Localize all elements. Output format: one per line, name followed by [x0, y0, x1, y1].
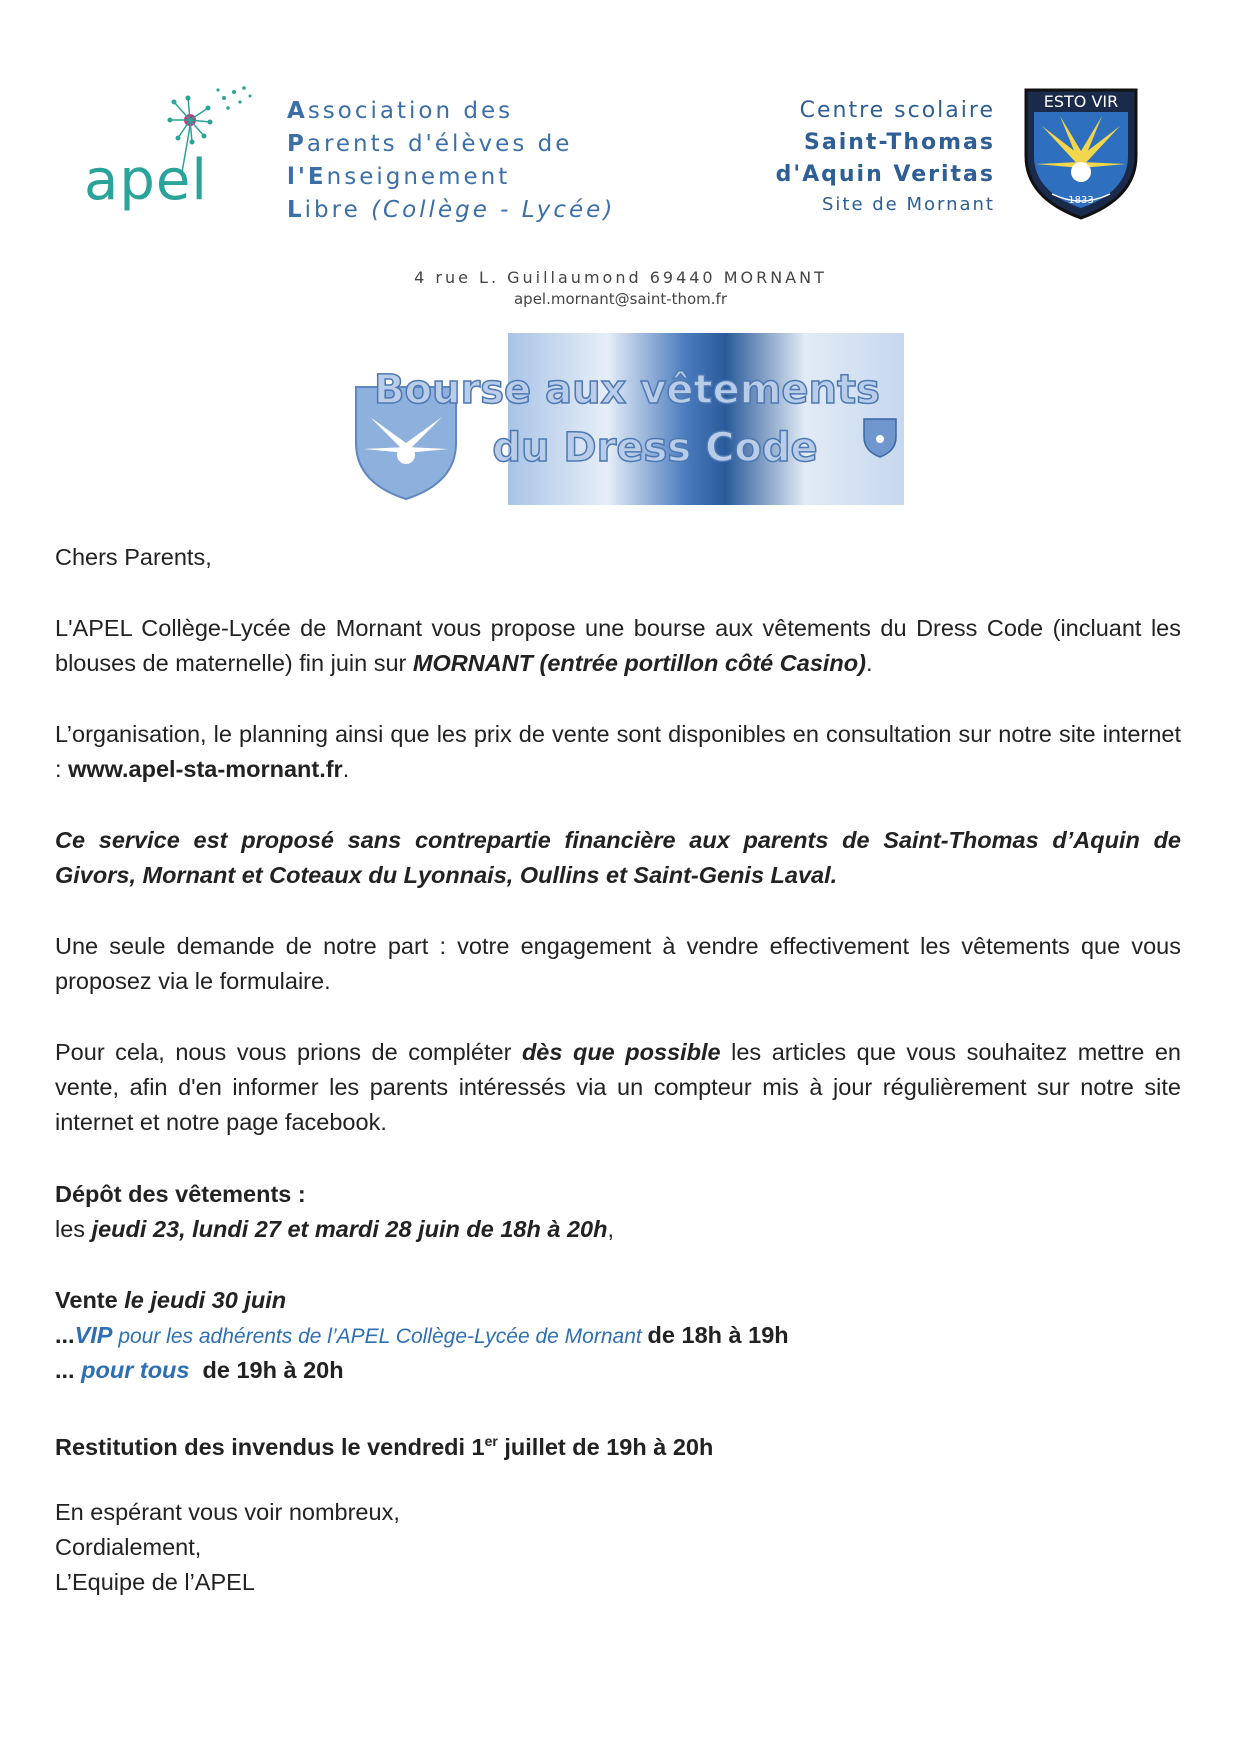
association-name: [287, 95, 615, 227]
association-line: Association des: [287, 98, 514, 124]
paragraph-engagement: Une seule demande de notre part : votre engagement à vendre effectivement les vêtements que vous proposez via le formulaire.: [55, 933, 1181, 994]
banner-title-line-2: du Dress Code: [492, 425, 818, 471]
school-site: Site de Mornant: [821, 194, 995, 215]
depot-dates: les jeudi 23, lundi 27 et mardi 28 juin de 18h à 20h,: [55, 1216, 614, 1242]
apel-logo-word: apel: [84, 148, 208, 213]
banner-title-line-1: Bourse aux vêtements: [374, 367, 880, 413]
restitution-line: Restitution des invendus le vendredi 1er juillet de 19h à 20h: [55, 1433, 714, 1460]
paragraph-intro: L'APEL Collège-Lycée de Mornant vous propose une bourse aux vêtements du Dress Code (incluant les blouses de maternelle) fin juin sur MORNANT (entrée portillon côté Casino).: [55, 615, 1181, 676]
association-line: l'Enseignement: [287, 164, 511, 190]
greeting: Chers Parents,: [55, 544, 212, 570]
school-line-2: Saint-Thomas: [804, 130, 995, 155]
school-crest-logo: [1022, 86, 1140, 222]
address: 4 rue L. Guillaumond 69440 MORNANT: [414, 268, 827, 287]
vente-vip-line: ...VIP pour les adhérents de l’APEL Collège-Lycée de Mornant de 18h à 19h: [55, 1322, 789, 1348]
association-line: Parents d'élèves de: [287, 131, 573, 157]
signature: L’Equipe de l’APEL: [55, 1569, 255, 1595]
school-name: [776, 95, 995, 219]
closing-2: Cordialement,: [55, 1534, 202, 1560]
website-link[interactable]: www.apel-sta-mornant.fr: [68, 756, 343, 782]
paragraph-form: Pour cela, nous vous prions de compléter dès que possible les articles que vous souhaitez mettre en vente, afin d'en informer les parents intéressés via un compteur mis à jour régulièrement sur notre site internet et notre page facebook.: [55, 1039, 1181, 1135]
vente-line: Vente le jeudi 30 juin: [55, 1287, 287, 1313]
email-address[interactable]: apel.mornant@saint-thom.fr: [513, 290, 728, 308]
school-line-1: Centre scolaire: [799, 98, 995, 123]
association-line: Libre (Collège - Lycée): [287, 197, 616, 223]
banner-photo: [508, 333, 904, 505]
school-line-3: d'Aquin Veritas: [775, 162, 995, 187]
vente-all-line: ... pour tous de 19h à 20h: [55, 1357, 344, 1383]
paragraph-organisation: L’organisation, le planning ainsi que les prix de vente sont disponibles en consultation sur notre site internet : www.apel-sta-mornant.fr.: [55, 721, 1181, 782]
banner-small-crest-icon: [862, 417, 898, 459]
depot-title: Dépôt des vêtements :: [55, 1181, 306, 1207]
crest-motto: ESTO VIR: [1043, 92, 1119, 111]
dress-code-banner: [350, 333, 904, 505]
closing-1: En espérant vous voir nombreux,: [55, 1499, 400, 1525]
paragraph-service: Ce service est proposé sans contrepartie financière aux parents de Saint-Thomas d’Aquin de Givors, Mornant et Coteaux du Lyonnais, Oullins et Saint-Genis Laval.: [55, 827, 1181, 888]
crest-year: 1833: [1068, 195, 1094, 206]
